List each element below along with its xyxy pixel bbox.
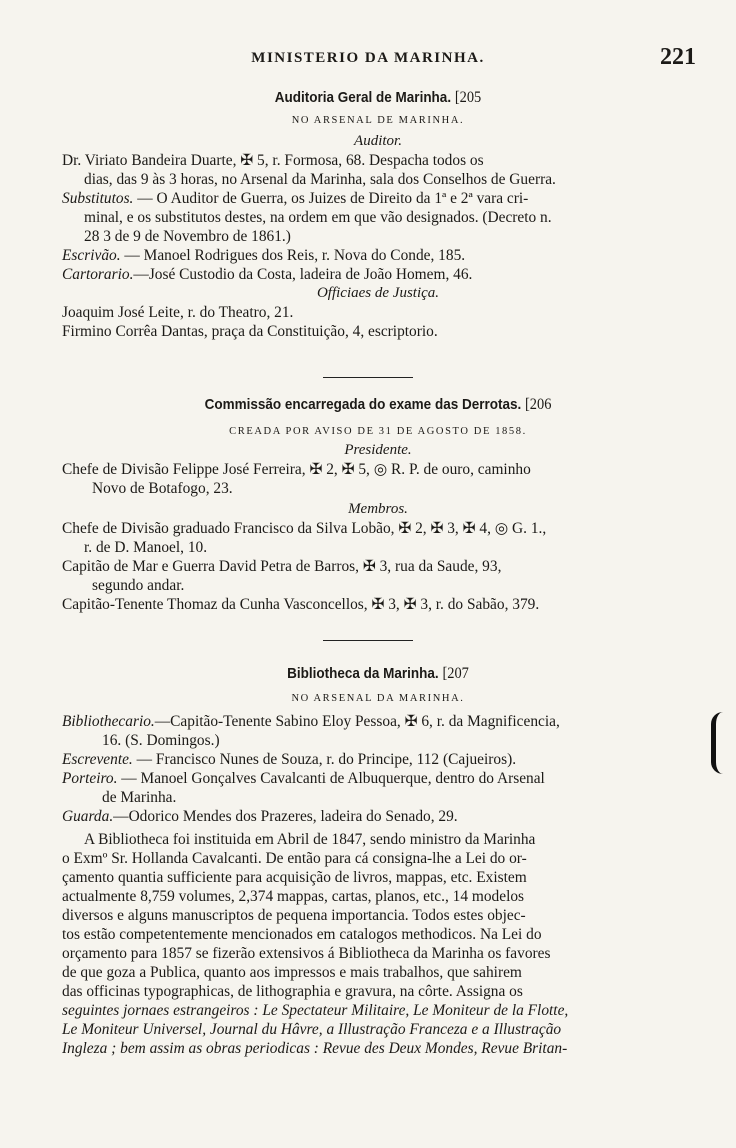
entry-member: Capitão de Mar e Guerra David Petra de Barros, ✠ 3, rua da Saude, 93, segundo andar. — [62, 558, 502, 594]
paragraph-line: Le Moniteur Universel, Journal du Hâvre, a Illustração Franceza e a Illustração — [62, 1021, 562, 1038]
section-bibliotheca — [62, 664, 694, 1058]
section-title-206: Commissão encarregada do exame das Derrotas. [206 — [204, 396, 552, 413]
entry-bibliothecario: Bibliothecario.—Capitão-Tenente Sabino Eloy Pessoa, ✠ 6, r. da Magnificencia, 16. (S. Domingos.) — [62, 713, 560, 749]
entry-substitutos: Substitutos. — O Auditor de Guerra, os Juizes de Direito da 1ª e 2ª vara cri- minal, e os substitutos destes, na ordem em que vão designados. (Decreto n. 28 3 de 9 de Novembro de 1861.) — [62, 190, 552, 245]
paragraph-line: orçamento para 1857 se fizerão extensivos á Bibliotheca da Marinha os favores — [62, 945, 551, 962]
section-created: CREADA POR AVISO DE 31 DE AGOSTO DE 1858. — [229, 426, 527, 437]
entry-official: Joaquim José Leite, r. do Theatro, 21. — [62, 304, 294, 321]
page-number: 221 — [660, 44, 696, 70]
paragraph-line: çamento quantia sufficiente para acquisição de livros, mappas, etc. Existem — [62, 869, 527, 886]
entry-auditor: Dr. Viriato Bandeira Duarte, ✠ 5, r. Formosa, 68. Despacha todos os dias, das 9 às 3 horas, no Arsenal da Marinha, sala dos Conselhos de Guerra. — [62, 152, 556, 188]
entry-porteiro: Porteiro. — Manoel Gonçalves Cavalcanti de Albuquerque, dentro do Arsenal de Marinha. — [62, 770, 545, 806]
paragraph-line: tos estão competentemente mencionados em catalogos methodicos. Na Lei do — [62, 926, 542, 943]
section-title-207: Bibliotheca da Marinha. [207 — [287, 665, 469, 682]
running-title: MINISTERIO DA MARINHA. — [251, 50, 485, 66]
entry-escrivao: Escrivão. — Manoel Rodrigues dos Reis, r. Nova do Conde, 185. — [62, 247, 466, 264]
entry-cartorario: Cartorario.—José Custodio da Costa, ladeira de João Homem, 46. — [62, 266, 473, 283]
entry-member: Chefe de Divisão graduado Francisco da Silva Lobão, ✠ 2, ✠ 3, ✠ 4, ◎ G. 1., r. de D. Manoel, 10. — [62, 520, 547, 556]
entry-escrevente: Escrevente. — Francisco Nunes de Souza, r. do Principe, 112 (Cajueiros). — [62, 751, 517, 768]
role-heading: Officiaes de Justiça. — [316, 285, 440, 301]
margin-bracket-mark — [711, 712, 728, 774]
section-number: [206 — [524, 396, 552, 413]
body-paragraph — [62, 830, 694, 1058]
paragraph-line: Ingleza ; bem assim as obras periodicas : Revue des Deux Mondes, Revue Britan- — [62, 1040, 568, 1057]
role-heading: Presidente. — [344, 442, 412, 458]
role-heading: Membros. — [348, 501, 408, 517]
paragraph-line: de que goza a Publica, quanto aos impressos e mais trabalhos, que sahirem — [62, 964, 522, 981]
section-number: [205 — [454, 89, 482, 106]
section-number: [207 — [442, 665, 469, 682]
role-heading: Auditor. — [354, 133, 402, 149]
entry-member: Capitão-Tenente Thomaz da Cunha Vasconcellos, ✠ 3, ✠ 3, r. do Sabão, 379. — [62, 596, 540, 613]
section-commissao — [62, 395, 694, 614]
section-auditoria — [62, 88, 694, 341]
paragraph-line: actualmente 8,759 volumes, 2,374 mappas, cartas, planos, etc., 14 modelos — [62, 888, 525, 905]
paragraph-line: seguintes jornaes estrangeiros : Le Spectateur Militaire, Le Moniteur de la Flotte, — [62, 1002, 569, 1019]
paragraph-line: diversos e alguns manuscriptos de pequena importancia. Todos estes objec- — [62, 907, 526, 924]
section-location: NO ARSENAL DE MARINHA. — [291, 115, 465, 126]
section-divider — [323, 640, 413, 641]
entry-official: Firmino Corrêa Dantas, praça da Constituição, 4, escriptorio. — [62, 323, 438, 340]
section-title-205: Auditoria Geral de Marinha. [205 — [274, 89, 482, 106]
paragraph-line: A Bibliotheca foi instituida em Abril de 1847, sendo ministro da Marinha — [84, 831, 536, 848]
section-location: NO ARSENAL DA MARINHA. — [291, 693, 465, 704]
paragraph-line: o Exmº Sr. Hollanda Cavalcanti. De então para cá consigna-lhe a Lei do or- — [62, 850, 527, 867]
entry-president: Chefe de Divisão Felippe José Ferreira, ✠ 2, ✠ 5, ◎ R. P. de ouro, caminho Novo de Botafogo, 23. — [62, 461, 531, 497]
paragraph-line: das officinas typographicas, de lithographia e gravura, na côrte. Assigna os — [62, 983, 523, 1000]
section-divider — [323, 377, 413, 378]
entry-guarda: Guarda.—Odorico Mendes dos Prazeres, ladeira do Senado, 29. — [62, 808, 458, 825]
